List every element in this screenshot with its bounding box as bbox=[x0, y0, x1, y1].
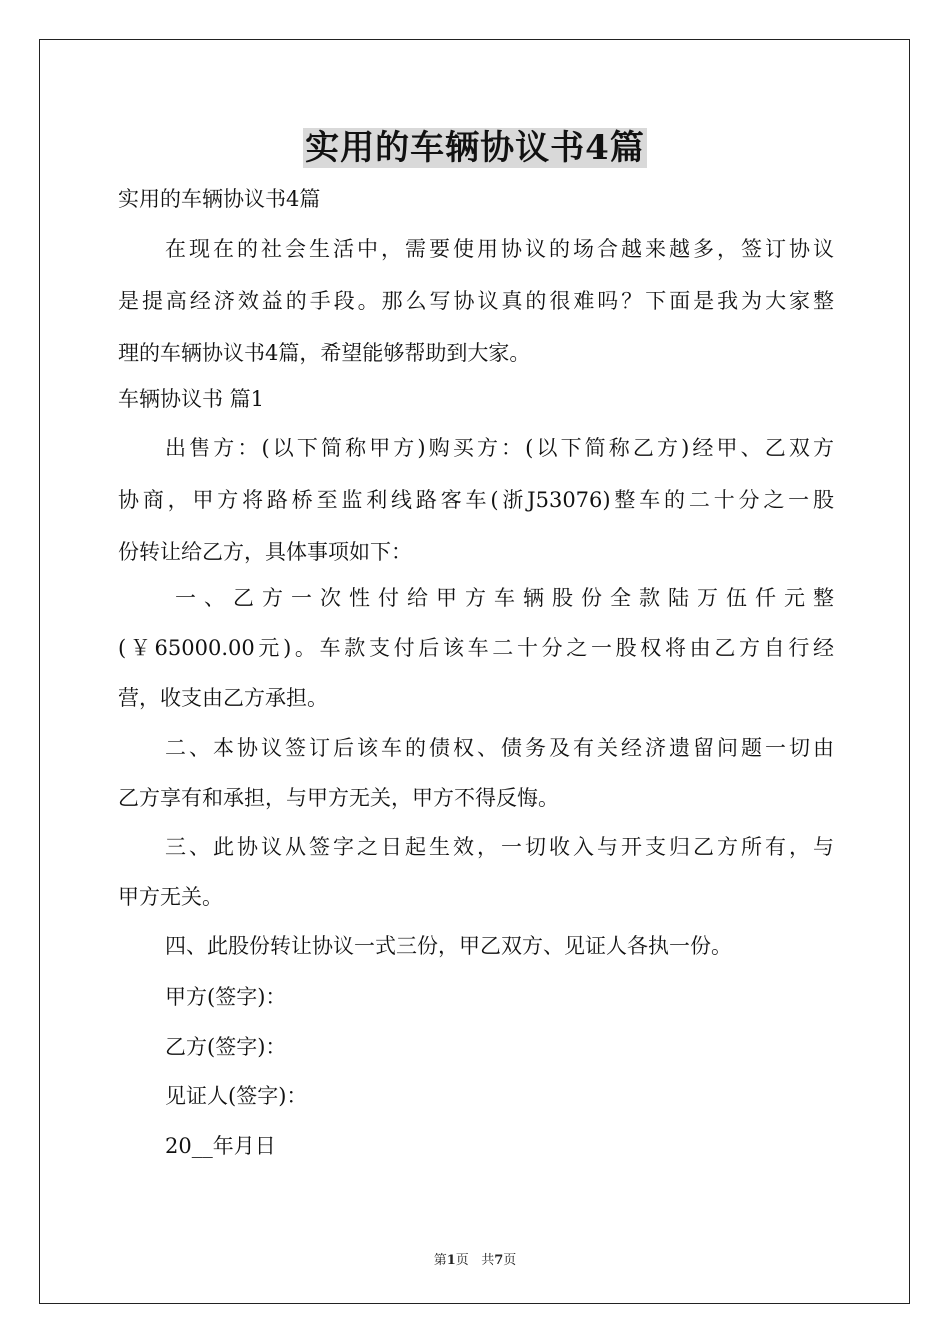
page-border bbox=[39, 39, 910, 1304]
document-title: 实用的车辆协议书4篇 bbox=[305, 128, 645, 168]
clause3-line-2: 甲方无关。 bbox=[118, 885, 223, 909]
clause1-line-2: (￥65000.00元)。车款支付后该车二十分之一股权将由乙方自行经 bbox=[118, 636, 834, 660]
signature-date: 20__年月日 bbox=[165, 1134, 276, 1158]
clause3-line-1: 三、此协议从签字之日起生效，一切收入与开支归乙方所有，与 bbox=[165, 835, 834, 859]
clause1-line-3: 营，收支由乙方承担。 bbox=[118, 686, 328, 710]
section-heading: 车辆协议书 篇1 bbox=[118, 387, 265, 411]
signature-witness: 见证人(签字)： bbox=[165, 1084, 308, 1108]
footer-page-current: 1 bbox=[446, 1253, 456, 1268]
footer-page-total: 7 bbox=[494, 1253, 504, 1268]
title-block bbox=[0, 128, 950, 168]
clause4: 四、此股份转让协议一式三份，甲乙双方、见证人各执一份。 bbox=[165, 934, 732, 958]
clause2-line-1: 二、本协议签订后该车的债权、债务及有关经济遗留问题一切由 bbox=[165, 736, 834, 760]
parties-line-1: 出售方：(以下简称甲方)购买方：(以下简称乙方)经甲、乙双方 bbox=[165, 436, 834, 460]
footer-page-prefix: 第 bbox=[433, 1253, 447, 1268]
intro-line-3: 理的车辆协议书4篇，希望能够帮助到大家。 bbox=[118, 341, 531, 365]
intro-line-1: 在现在的社会生活中，需要使用协议的场合越来越多，签订协议 bbox=[165, 237, 834, 261]
subtitle: 实用的车辆协议书4篇 bbox=[118, 187, 321, 211]
clause1-line-1: 一、乙方一次性付给甲方车辆股份全款陆万伍仟元整 bbox=[175, 586, 834, 610]
page-footer bbox=[0, 1249, 950, 1268]
parties-line-3: 份转让给乙方，具体事项如下： bbox=[118, 540, 412, 564]
intro-line-2: 是提高经济效益的手段。那么写协议真的很难吗？下面是我为大家整 bbox=[118, 289, 834, 313]
signature-party-b: 乙方(签字)： bbox=[165, 1035, 287, 1059]
signature-party-a: 甲方(签字)： bbox=[165, 985, 287, 1009]
footer-page-suffix: 页 bbox=[503, 1253, 517, 1268]
parties-line-2: 协商，甲方将路桥至监利线路客车(浙J53076)整车的二十分之一股 bbox=[118, 488, 834, 512]
footer-page-mid: 页 共 bbox=[455, 1253, 495, 1268]
clause2-line-2: 乙方享有和承担，与甲方无关，甲方不得反悔。 bbox=[118, 786, 559, 810]
